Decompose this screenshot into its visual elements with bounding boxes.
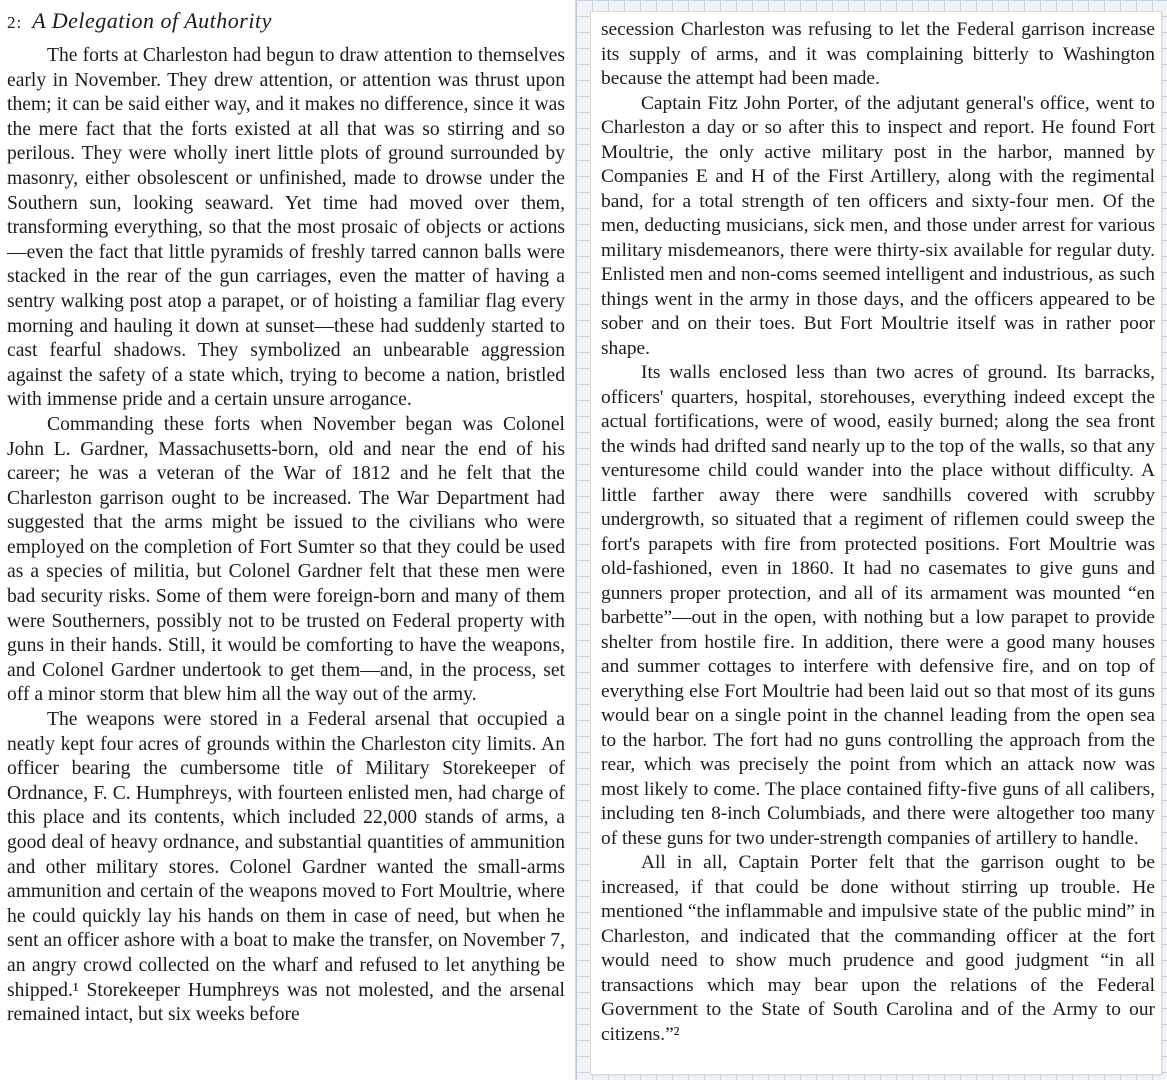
paragraph-fort-walls: Its walls enclosed less than two acres of ground. Its barracks, officers' quarters, hospital, storehouses, everything indeed except the actual fortifications, were of wood, easily burned; along the sea front the winds had drifted sand nearly up to the top of the walls, so that any venturesome child could wander into the place without difficulty. A little farther away there were sandhills covered with scrubby undergrowth, so situated that a regiment of riflemen could sweep the fort's parapets with fire from protected positions. Fort Moultrie was old-fashioned, even in 1860. It had no casemates to give guns and gunners proper protection, and all of its armament was mounted “en barbette”—out in the open, with nothing but a low parapet to provide shelter from hostile fire. In addition, there were a good many houses and summer cottages to interfere with defensive fire, and on top of everything else Fort Moultrie had been laid out so that most of its guns would bear on a single point in the channel leading from the open sea to the harbor. The fort had no guns controlling the approach from the rear, which was precisely the point from which an attack now was most likely to come. The place contained fifty-five guns of all calibers, including ten 8-inch Columbiads, and there were altogether too many of these guns for two under-strength companies of artillery to handle. (601, 362, 1155, 849)
right-page-clipping (591, 12, 1161, 1074)
left-page-clipping (0, 0, 575, 1080)
paragraph-arsenal: The weapons were stored in a Federal arsenal that occupied a neatly kept four acres of grounds within the Charleston city limits. An officer bearing the cumbersome title of Military Storekeeper of Ordnance, F. C. Humphreys, with fourteen enlisted men, had charge of this place and its contents, which included 22,000 stands of arms, a good deal of heavy ordnance, and substantial quantities of ammunition and other military stores. Colonel Gardner wanted the small-arms ammunition and certain of the weapons moved to Fort Moultrie, where he could quickly lay his hands on them in case of need, but when he sent an officer ashore with a boat to make the transfer, on November 7, an angry crowd collected on the wharf and refused to let anything be shipped.¹ Storekeeper Humphreys was not molested, and the arsenal remained intact, but six weeks before (7, 709, 565, 1026)
chapter-title: A Delegation of Authority (32, 8, 272, 33)
paragraph-colonel-gardner: Commanding these forts when November began was Colonel John L. Gardner, Massachusetts-born, old and near the end of his career; he was a veteran of the War of 1812 and he felt that the Charleston garrison ought to be increased. The War Department had suggested that the arms might be issued to the civilians who were employed on the completion of Fort Sumter so that they could be used as a species of militia, but Colonel Gardner felt that these men were bad security risks. Some of them were foreign-born and many of them were Southerners, possibly not to be trusted on Federal property with guns in their hands. Still, it would be comforting to have the weapons, and Colonel Gardner undertook to get them—and, in the process, set off a minor storm that blew him all the way out of the army. (7, 413, 565, 706)
paragraph-forts-intro: The forts at Charleston had begun to draw attention to themselves early in November. They drew attention, or attention was thrust upon them; it can be said either way, and it makes no difference, since it was the mere fact that the forts existed at all that was so stirring and so perilous. They were wholly inert little plots of ground surrounded by masonry, either obsolescent or unfinished, made to drowse under the Southern sun, looking seaward. Yet time had moved over them, transforming everything, so that the most prosaic of objects or actions—even the fact that little pyramids of freshly tarred cannon balls were stacked in the rear of the gun carriages, even the matter of having a sentry walking post atop a parapet, or of hoisting a familiar flag every morning and hauling it down at sunset—these had suddenly started to cast fearful shadows. They symbolized an unbearable aggression against the safety of a state which, trying to become a nation, bristled with immense pride and a certain unsure arrogance. (7, 45, 565, 411)
paragraph-captain-porter: Captain Fitz John Porter, of the adjutant general's office, went to Charleston a day or so after this to inspect and report. He found Fort Moultrie, the only active military post in the harbor, manned by Companies E and H of the First Artillery, along with the regimental band, for a total strength of ten officers and sixty-four men. Of the men, deducting musicians, sick men, and those under arrest for various military misdemeanors, there were thirty-six available for regular duty. Enlisted men and non-coms seemed intelligent and industrious, as such things went in the army in those days, and the officers appeared to be sober and on their toes. But Fort Moultrie itself was in rather poor shape. (601, 92, 1155, 359)
running-header (7, 6, 565, 44)
page-number: 2: (7, 13, 23, 32)
paragraph-porter-conclusion: All in all, Captain Porter felt that the garrison ought to be increased, if that could be done without stirring up trouble. He mentioned “the inflammable and impulsive state of the public mind” in Charleston, and indicated that the commanding officer at the fort would need to show much prudence and good judgment “in all transactions which may bear upon the relations of the Federal Government to the State of South Carolina and of the Army to our citizens.”² (601, 852, 1155, 1045)
paragraph-secession-continued: secession Charleston was refusing to let the Federal garrison increase its supply of arms, and it was complaining bitterly to Washington because the attempt had been made. (601, 19, 1155, 89)
